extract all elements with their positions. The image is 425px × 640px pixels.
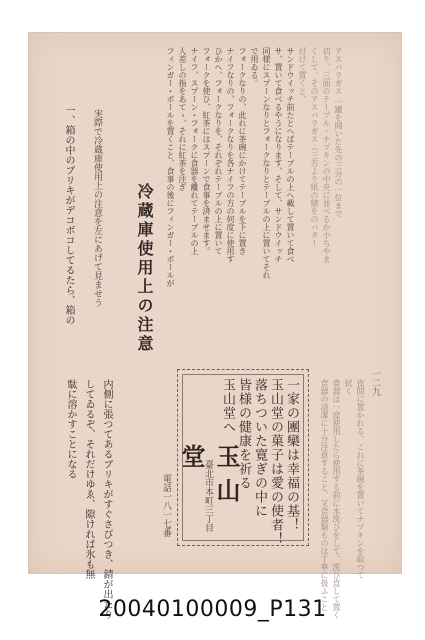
- ad-slogan-line: 玉山堂の菓子は愛の使者！: [268, 378, 283, 546]
- rule-one-text: 一、箱の中のブリキがデコボコしてるたら、箱の: [63, 105, 74, 325]
- text-line: してゐるぞ、それだけゆゑ、隙ければ氷も無: [83, 379, 94, 579]
- text-line: フォークなりの、此れに茶碗にかけてテーブルを下に置き: [238, 47, 247, 255]
- text-line: 人差しの指をあてゝ、それに紅茶を注ぎ: [178, 47, 187, 191]
- archive-id-caption: 20040100009_P131: [98, 597, 327, 622]
- text-line: 内側に張つてあるブリキがすぐさびつき、錆が出たり: [101, 379, 112, 619]
- text-line: くして、そのアスパラガス（三方より紙の緒をのバター: [310, 47, 319, 247]
- text-line: 拭く: [344, 379, 353, 395]
- text-line: 食器の清潔に十分注意すること、又食器類ものは丁寧に扱ふこと: [320, 379, 329, 611]
- advertisement-box: [161, 369, 309, 546]
- ad-slogan-line: 一家の團欒は幸福の基！: [284, 378, 299, 532]
- page-title: 冷蔵庫使用上の注意: [135, 183, 154, 354]
- intro-text: 実際で冷蔵庫使用上の注意を左にあげて見ませう: [92, 109, 102, 307]
- text-line: 同様にスプーンなりとフォークなりとテーブルの上に置いてそれ: [262, 47, 271, 279]
- ad-slogan-line: 皆様の健康を祈る: [236, 378, 251, 490]
- text-line: アスパラガス 一罐を開いた先の三分の一位まで: [334, 47, 343, 218]
- ad-address: 臺北市本町三丁目: [203, 460, 213, 532]
- ad-shop-name: 玉山堂: [177, 444, 241, 512]
- text-line: ナイフ、スプーン・フォークに食器を離れてテーブルの上: [190, 47, 199, 255]
- text-line: フィンガー・ボールを置くこと、食事の後にフィンガー・ボールが: [166, 47, 175, 287]
- text-line: 駄に溶かすことになる: [65, 379, 76, 479]
- text-line: 付けて置くと、: [298, 47, 307, 103]
- text-line: サンドウイッチ前たとへばテーブルの上へ載して置いて食べ: [286, 47, 295, 263]
- page-number: 一二九: [370, 369, 380, 396]
- text-line: で用ゐる。: [250, 47, 259, 87]
- text-line: 夜間に置かれる、これに茶碗を置いてナプキンを取つて: [356, 379, 365, 579]
- text-line: 切り、三面のテーブル・ナプキンの中央に並べるか小ちやま: [322, 47, 331, 263]
- text-line: 食器は一度使用したら使用する前に水洗ひをして、洗ひ直して置く: [332, 379, 341, 619]
- ad-slogan-line: 玉山堂へ: [220, 378, 235, 434]
- text-line: サ、置いて食べるやうになります、そして、サンドウイッチ: [274, 47, 283, 263]
- text-line: フォークを使ひ、紅茶にはスプーンで食事を済ませます。: [202, 47, 211, 255]
- text-line: ナイフなりの、フォークなりを各ナイフの方の何度に使用す: [226, 47, 235, 263]
- text-line: ひかへ、フォークなりを、それぞれテーブルの上に置いて: [214, 47, 223, 255]
- ad-phone: 電話一八一七番: [161, 474, 171, 537]
- ad-slogan-line: 落ちついた寛ぎの中に: [252, 378, 267, 518]
